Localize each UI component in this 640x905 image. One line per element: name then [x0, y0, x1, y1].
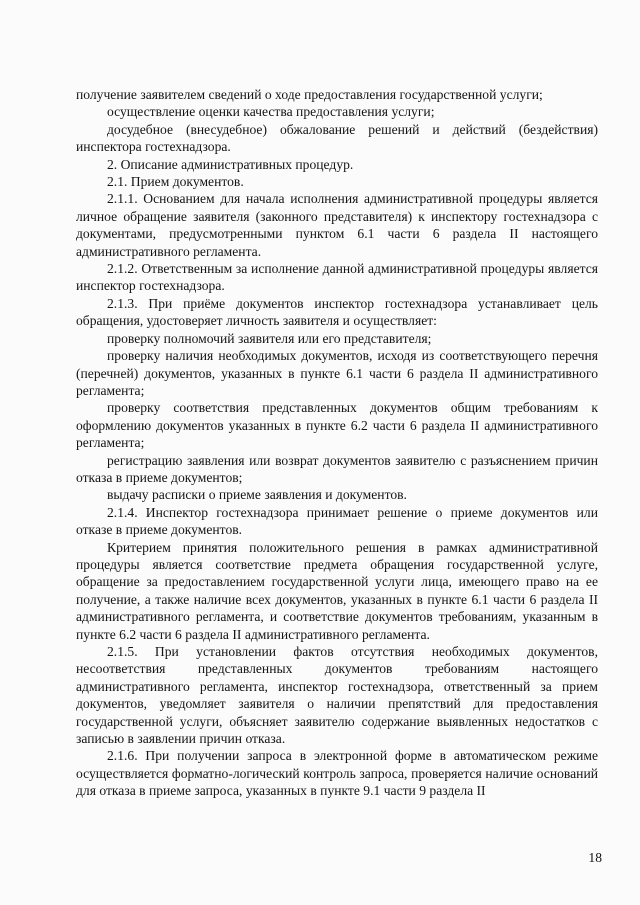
list-item: проверку соответствия представленных документов общим требованиям к оформлению документов указанных в пункте 6.2 части 6 раздела II административного регламента; — [76, 400, 598, 451]
paragraph: получение заявителем сведений о ходе предоставления государственной услуги; — [76, 87, 543, 102]
section-heading: 2. Описание административных процедур. — [107, 156, 354, 172]
list-item: проверку наличия необходимых документов, исходя из соответствующего перечня (перечней) документов, указанных в пункте 6.1 части 6 раздела II административного регламента; — [76, 348, 598, 398]
paragraph: Критерием принятия положительного решения в рамках административной процедуры является соответствие предмета обращения государственной услуге, обращение за предоставлением государственной услуги лица, имеющего право на ее получение, а также наличие всех документов, указанных в пункте 6.1 части 6 раздела II административного регламента, и соответствие документов требованиям, указанным в пункте 6.2 части 6 раздела II административного регламента. — [76, 539, 598, 642]
paragraph: 2.1.4. Инспектор гостехнадзора принимает решение о приеме документов или отказе в приеме документов. — [76, 504, 598, 538]
paragraph: 2.1.3. При приёме документов инспектор гостехнадзора устанавливает цель обращения, удостоверяет личность заявителя и осуществляет: — [76, 295, 598, 329]
paragraph: 2.1.1. Основанием для начала исполнения административной процедуры является личное обращение заявителя (законного представителя) к инспектору гостехнадзора с документами, предусмотренными пунктом 6.1 части 6 раздела II настоящего административного регламента. — [76, 191, 598, 259]
paragraph: 2.1.5. При установлении фактов отсутствия необходимых документов, несоответствия представленных документов требованиям настоящего административного регламента, инспектор гостехнадзора, ответственный за прием документов, уведомляет заявителя о наличии препятствий для предоставления государственной услуги, объясняет заявителю содержание выявленных недостатков с записью в заявлении причин отказа. — [76, 644, 598, 747]
body-text — [76, 86, 598, 800]
list-item: проверку полномочий заявителя или его представителя; — [107, 330, 432, 346]
page-number: 18 — [588, 850, 602, 865]
subsection-heading: 2.1. Прием документов. — [107, 174, 244, 190]
paragraph: досудебное (внесудебное) обжалование решений и действий (бездействия) инспектора гостехнадзора. — [76, 121, 598, 155]
paragraph: 2.1.6. При получении запроса в электронной форме в автоматическом режиме осуществляется форматно-логический контроль запроса, проверяется наличие оснований для отказа в приеме запроса, указанных в пункте 9.1 части 9 раздела II — [76, 748, 598, 799]
paragraph: осуществление оценки качества предоставления услуги; — [107, 104, 435, 120]
list-item: регистрацию заявления или возврат документов заявителю с разъяснением причин отказа в приеме документов; — [76, 452, 598, 485]
list-item: выдачу расписки о приеме заявления и документов. — [107, 487, 407, 503]
paragraph: 2.1.2. Ответственным за исполнение данной административной процедуры является инспектор гостехнадзора. — [76, 261, 598, 294]
